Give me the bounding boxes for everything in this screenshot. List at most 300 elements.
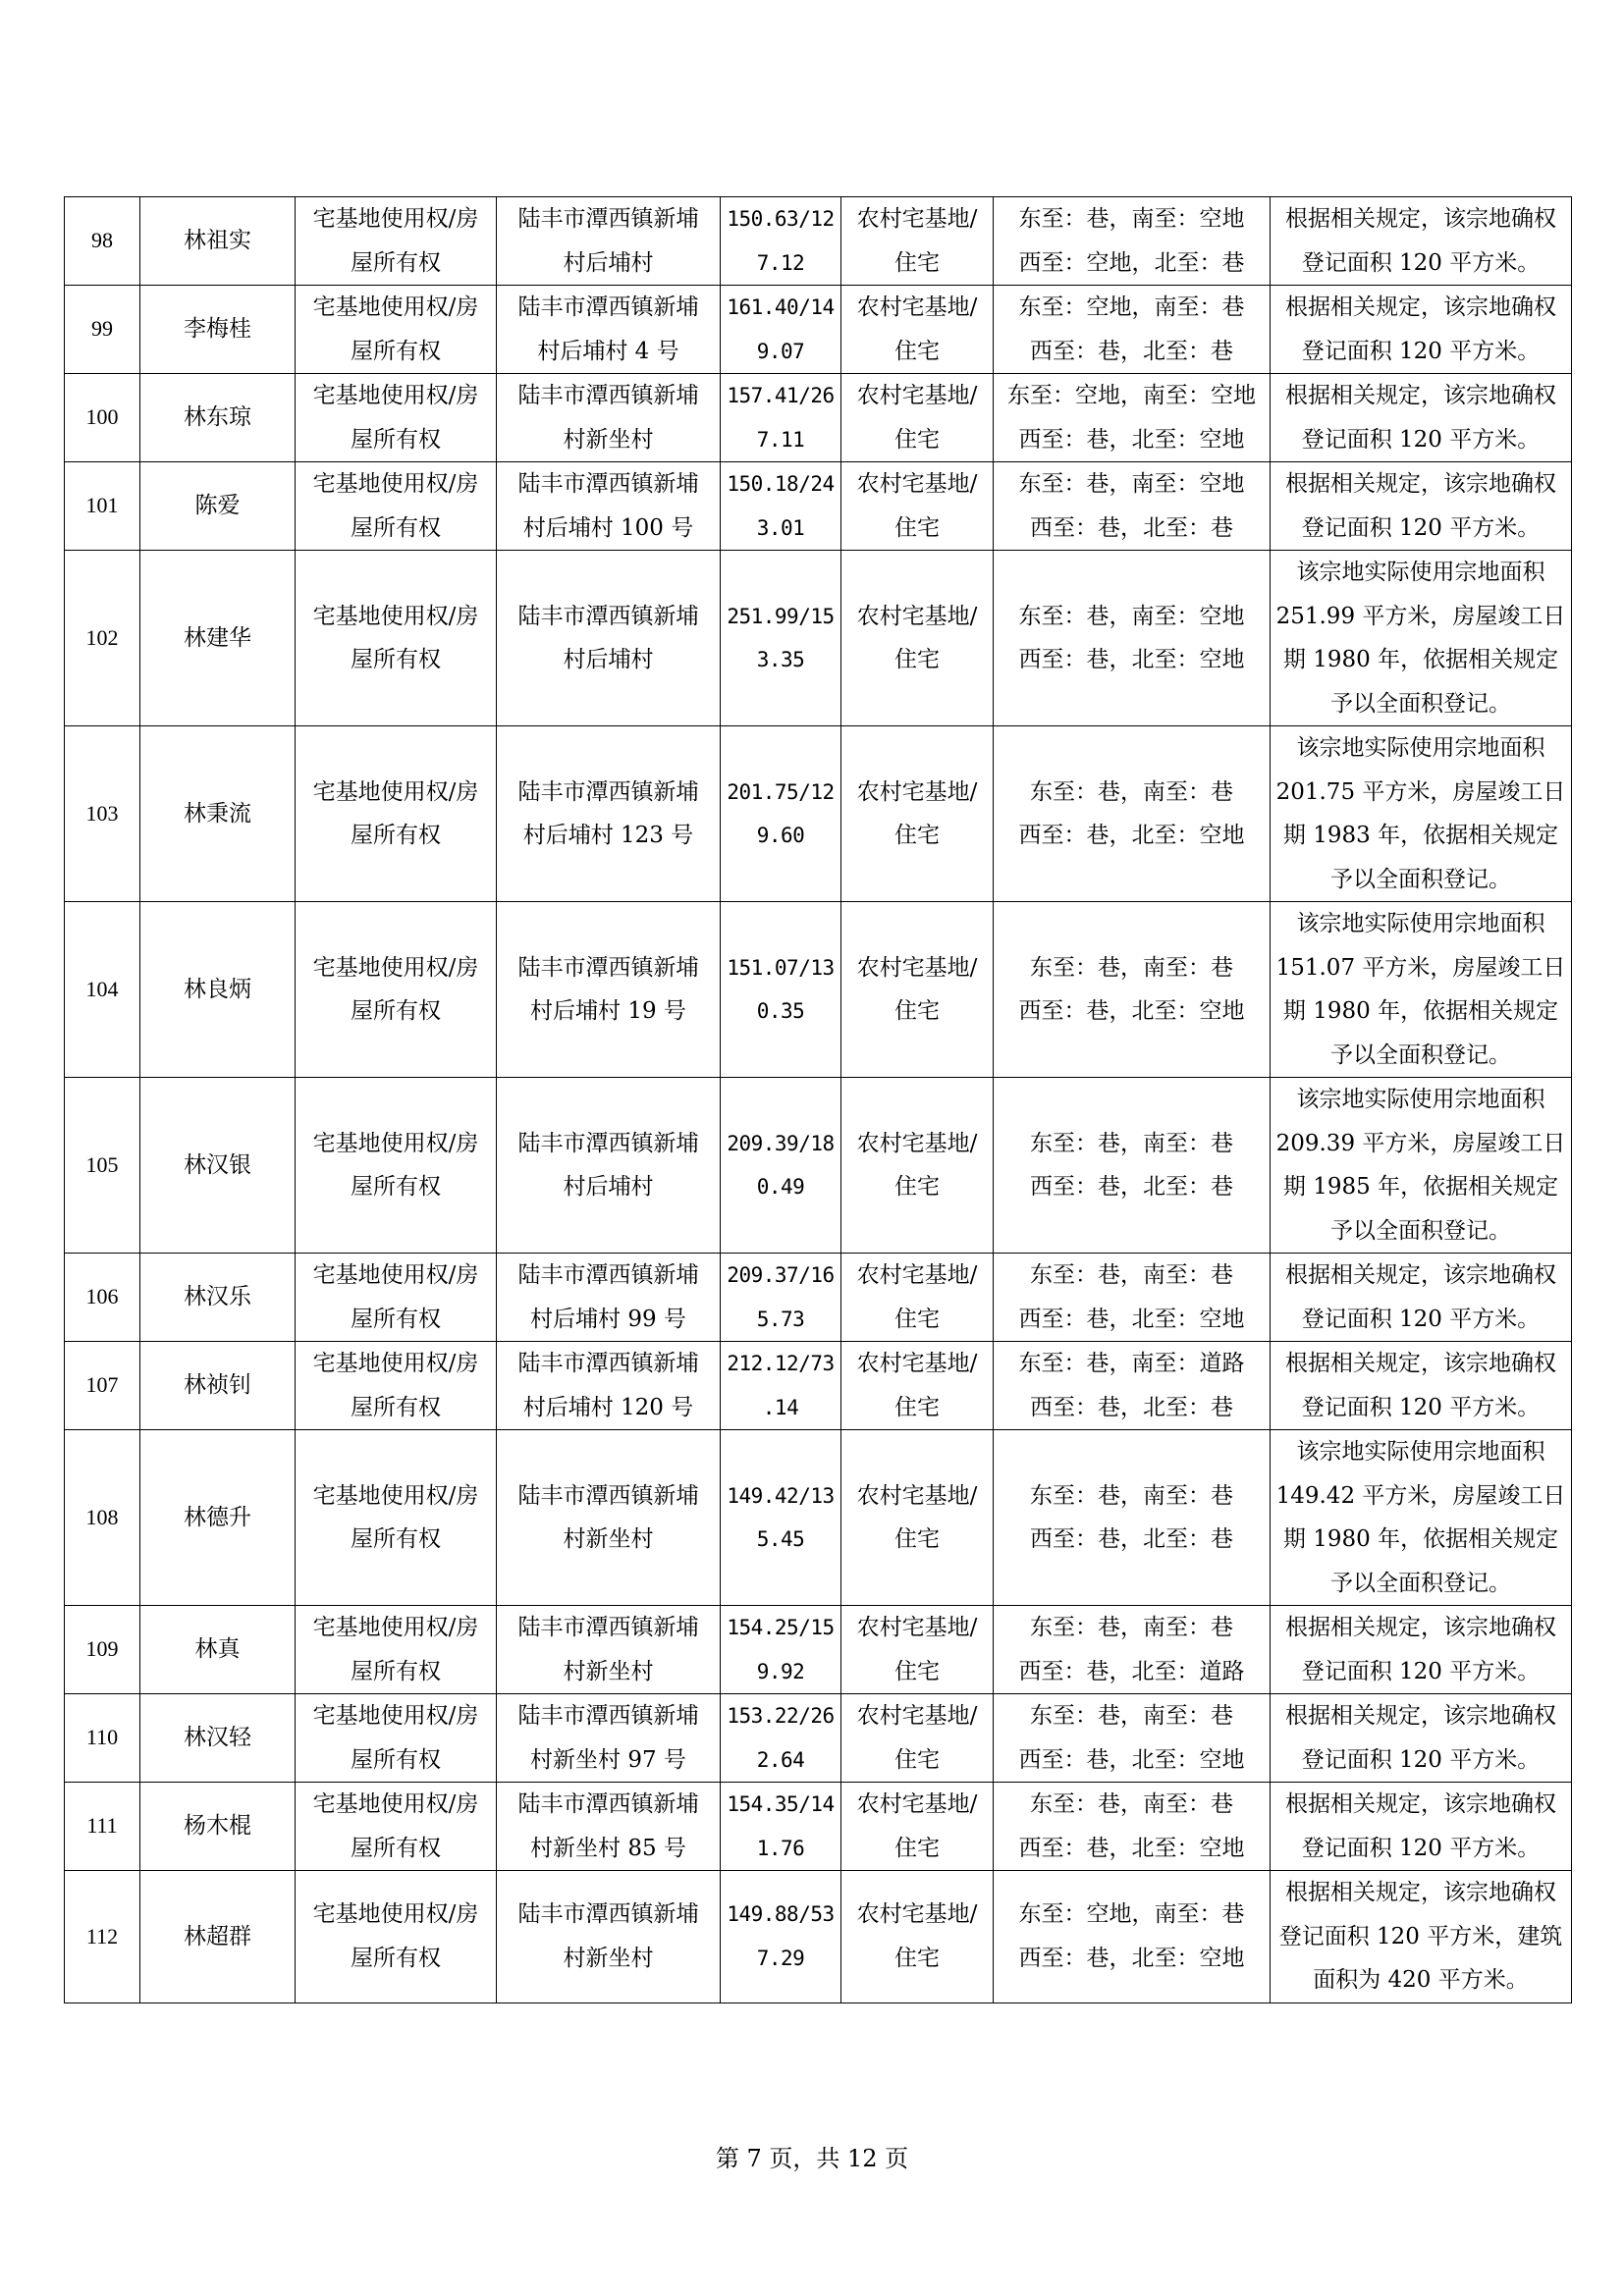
cell-location bbox=[497, 1342, 721, 1430]
cell-remark-line: 该宗地实际使用宗地面积 bbox=[1296, 911, 1545, 936]
cell-number: 99 bbox=[65, 286, 140, 374]
cell-remark-line: 根据相关规定，该宗地确权 bbox=[1285, 1791, 1556, 1817]
cell-usage bbox=[841, 1694, 994, 1783]
cell-usage bbox=[841, 1078, 994, 1254]
cell-right-type-line: 宅基地使用权/房 bbox=[312, 206, 479, 232]
cell-number: 100 bbox=[65, 374, 140, 462]
cell-remark-line: 期 1980 年，依据相关规定 bbox=[1282, 1526, 1559, 1552]
cell-usage bbox=[841, 1342, 994, 1430]
cell-usage bbox=[841, 726, 994, 902]
cell-area bbox=[721, 1606, 841, 1694]
cell-right-type-line: 宅基地使用权/房 bbox=[312, 383, 479, 408]
cell-right-type bbox=[296, 1871, 497, 2003]
cell-location-line: 陆丰市潭西镇新埔 bbox=[517, 383, 699, 408]
cell-area-line: 154.35/14 bbox=[727, 1792, 835, 1816]
cell-usage-line: 住宅 bbox=[894, 338, 940, 364]
cell-location-line: 陆丰市潭西镇新埔 bbox=[517, 603, 699, 629]
cell-remark-line: 登记面积 120 平方米。 bbox=[1301, 1835, 1541, 1861]
cell-area bbox=[721, 902, 841, 1078]
cell-number: 105 bbox=[65, 1078, 140, 1254]
cell-number: 106 bbox=[65, 1254, 140, 1342]
cell-area-line: 3.01 bbox=[756, 515, 805, 540]
cell-boundary-line: 东至：巷，南至：巷 bbox=[1030, 778, 1233, 805]
cell-right-type-line: 屋所有权 bbox=[351, 1746, 441, 1773]
cell-area bbox=[721, 462, 841, 551]
cell-usage-line: 住宅 bbox=[894, 426, 940, 453]
cell-remark-line: 期 1985 年，依据相关规定 bbox=[1282, 1174, 1559, 1200]
cell-usage-line: 农村宅基地/ bbox=[856, 1130, 978, 1156]
cell-area-line: 153.22/26 bbox=[727, 1704, 835, 1728]
cell-right-type bbox=[296, 1783, 497, 1871]
cell-usage bbox=[841, 286, 994, 374]
cell-right-type bbox=[296, 1254, 497, 1342]
cell-remark-line: 根据相关规定，该宗地确权 bbox=[1285, 206, 1556, 232]
cell-number: 103 bbox=[65, 726, 140, 902]
cell-usage-line: 住宅 bbox=[894, 249, 940, 276]
table-row bbox=[65, 1871, 1572, 2003]
cell-area bbox=[721, 1871, 841, 2003]
cell-remark bbox=[1271, 551, 1572, 726]
cell-location bbox=[497, 374, 721, 462]
cell-right-type bbox=[296, 1694, 497, 1783]
cell-location bbox=[497, 1254, 721, 1342]
cell-boundary bbox=[994, 726, 1271, 902]
cell-right-type-line: 宅基地使用权/房 bbox=[312, 1615, 479, 1640]
table-row bbox=[65, 902, 1572, 1078]
cell-remark bbox=[1271, 1606, 1572, 1694]
cell-location bbox=[497, 1430, 721, 1606]
cell-area-line: 2.64 bbox=[756, 1747, 805, 1772]
cell-boundary-line: 西至：巷，北至：巷 bbox=[1030, 514, 1233, 541]
cell-right-type-line: 宅基地使用权/房 bbox=[312, 1262, 479, 1288]
cell-boundary bbox=[994, 1606, 1271, 1694]
cell-remark-line: 该宗地实际使用宗地面积 bbox=[1296, 735, 1545, 761]
cell-area-line: 212.12/73 bbox=[727, 1352, 835, 1375]
table-row bbox=[65, 1342, 1572, 1430]
cell-boundary-line: 东至：巷，南至：空地 bbox=[1018, 603, 1245, 629]
table-row bbox=[65, 1254, 1572, 1342]
cell-number: 104 bbox=[65, 902, 140, 1078]
cell-remark bbox=[1271, 1342, 1572, 1430]
cell-remark-line: 根据相关规定，该宗地确权 bbox=[1285, 294, 1556, 320]
cell-boundary-line: 西至：巷，北至：空地 bbox=[1018, 647, 1245, 672]
cell-number: 102 bbox=[65, 551, 140, 726]
cell-location bbox=[497, 902, 721, 1078]
cell-owner-name: 林汉银 bbox=[140, 1078, 296, 1254]
cell-boundary-line: 东至：巷，南至：巷 bbox=[1030, 1703, 1233, 1729]
cell-remark-line: 予以全面积登记。 bbox=[1330, 690, 1511, 717]
cell-location bbox=[497, 1078, 721, 1254]
cell-usage-line: 农村宅基地/ bbox=[856, 206, 978, 232]
cell-location-line: 陆丰市潭西镇新埔 bbox=[517, 1130, 699, 1156]
cell-usage bbox=[841, 1606, 994, 1694]
cell-number: 111 bbox=[65, 1783, 140, 1871]
cell-right-type-line: 屋所有权 bbox=[351, 249, 441, 276]
cell-usage-line: 农村宅基地/ bbox=[856, 1901, 978, 1928]
cell-boundary bbox=[994, 1783, 1271, 1871]
cell-location-line: 村新坐村 bbox=[563, 426, 654, 453]
cell-area bbox=[721, 1694, 841, 1783]
table-row bbox=[65, 1078, 1572, 1254]
cell-right-type-line: 屋所有权 bbox=[351, 514, 441, 541]
cell-area-line: 149.88/53 bbox=[727, 1902, 835, 1927]
cell-location-line: 村后埔村 4 号 bbox=[537, 338, 679, 364]
cell-right-type-line: 屋所有权 bbox=[351, 1394, 441, 1420]
cell-location-line: 村后埔村 bbox=[563, 1174, 654, 1200]
cell-boundary-line: 西至：巷，北至：空地 bbox=[1018, 1746, 1245, 1773]
cell-remark-line: 登记面积 120 平方米。 bbox=[1301, 1306, 1541, 1332]
cell-remark-line: 根据相关规定，该宗地确权 bbox=[1285, 1703, 1556, 1729]
cell-owner-name: 林真 bbox=[140, 1606, 296, 1694]
cell-location bbox=[497, 197, 721, 286]
cell-area-line: 150.63/12 bbox=[727, 207, 835, 231]
cell-usage bbox=[841, 1430, 994, 1606]
cell-location-line: 村新坐村 bbox=[563, 1658, 654, 1684]
cell-location-line: 陆丰市潭西镇新埔 bbox=[517, 1615, 699, 1640]
cell-right-type-line: 宅基地使用权/房 bbox=[312, 954, 479, 981]
cell-location-line: 村后埔村 123 号 bbox=[522, 823, 694, 848]
cell-remark-line: 期 1980 年，依据相关规定 bbox=[1282, 647, 1559, 672]
cell-owner-name: 林德升 bbox=[140, 1430, 296, 1606]
cell-area-line: 0.49 bbox=[756, 1175, 805, 1199]
cell-remark bbox=[1271, 902, 1572, 1078]
cell-location-line: 村后埔村 bbox=[563, 249, 654, 276]
cell-remark-line: 209.39 平方米，房屋竣工日 bbox=[1275, 1130, 1566, 1156]
cell-area-line: 157.41/26 bbox=[727, 384, 835, 407]
cell-remark-line: 登记面积 120 平方米。 bbox=[1301, 338, 1541, 364]
cell-remark bbox=[1271, 1783, 1572, 1871]
cell-number: 112 bbox=[65, 1871, 140, 2003]
cell-boundary bbox=[994, 462, 1271, 551]
cell-remark-line: 登记面积 120 平方米。 bbox=[1301, 249, 1541, 276]
cell-owner-name: 李梅桂 bbox=[140, 286, 296, 374]
cell-owner-name: 林超群 bbox=[140, 1871, 296, 2003]
cell-location-line: 陆丰市潭西镇新埔 bbox=[517, 1351, 699, 1376]
cell-area-line: 7.12 bbox=[756, 250, 805, 275]
cell-right-type-line: 宅基地使用权/房 bbox=[312, 294, 479, 320]
cell-usage-line: 农村宅基地/ bbox=[856, 778, 978, 805]
cell-area-line: 1.76 bbox=[756, 1836, 805, 1860]
cell-boundary-line: 东至：巷，南至：巷 bbox=[1030, 1262, 1233, 1288]
cell-remark-line: 149.42 平方米，房屋竣工日 bbox=[1275, 1482, 1566, 1509]
cell-remark-line: 登记面积 120 平方米。 bbox=[1301, 1658, 1541, 1684]
cell-right-type-line: 宅基地使用权/房 bbox=[312, 1703, 479, 1729]
cell-location-line: 陆丰市潭西镇新埔 bbox=[517, 1901, 699, 1928]
cell-location-line: 村新坐村 bbox=[563, 1526, 654, 1552]
cell-remark-line: 该宗地实际使用宗地面积 bbox=[1296, 1087, 1545, 1112]
cell-right-type bbox=[296, 1078, 497, 1254]
cell-remark bbox=[1271, 374, 1572, 462]
cell-area-line: 5.45 bbox=[756, 1527, 805, 1551]
cell-boundary-line: 东至：巷，南至：巷 bbox=[1030, 1791, 1233, 1817]
cell-boundary bbox=[994, 1430, 1271, 1606]
cell-usage bbox=[841, 902, 994, 1078]
cell-boundary-line: 东至：空地，南至：巷 bbox=[1018, 294, 1245, 320]
cell-area-line: 7.29 bbox=[756, 1946, 805, 1970]
cell-remark-line: 登记面积 120 平方米。 bbox=[1301, 514, 1541, 541]
cell-remark-line: 该宗地实际使用宗地面积 bbox=[1296, 1439, 1545, 1465]
cell-boundary bbox=[994, 902, 1271, 1078]
cell-area-line: 161.40/14 bbox=[727, 295, 835, 319]
cell-right-type-line: 宅基地使用权/房 bbox=[312, 1482, 479, 1509]
cell-boundary-line: 东至：巷，南至：空地 bbox=[1018, 206, 1245, 232]
cell-location-line: 村后埔村 19 号 bbox=[530, 998, 686, 1024]
cell-area bbox=[721, 551, 841, 726]
cell-remark-line: 予以全面积登记。 bbox=[1330, 1041, 1511, 1068]
cell-right-type-line: 宅基地使用权/房 bbox=[312, 778, 479, 805]
cell-usage bbox=[841, 1871, 994, 2003]
cell-area bbox=[721, 286, 841, 374]
cell-remark bbox=[1271, 726, 1572, 902]
cell-remark-line: 登记面积 120 平方米。 bbox=[1301, 426, 1541, 453]
cell-remark bbox=[1271, 1430, 1572, 1606]
cell-usage-line: 农村宅基地/ bbox=[856, 294, 978, 320]
cell-location bbox=[497, 726, 721, 902]
cell-right-type bbox=[296, 551, 497, 726]
cell-owner-name: 林祖实 bbox=[140, 197, 296, 286]
cell-remark-line: 期 1983 年，依据相关规定 bbox=[1282, 823, 1559, 848]
cell-location-line: 陆丰市潭西镇新埔 bbox=[517, 294, 699, 320]
cell-boundary bbox=[994, 1871, 1271, 2003]
cell-remark bbox=[1271, 1694, 1572, 1783]
cell-right-type-line: 屋所有权 bbox=[351, 1835, 441, 1861]
table-row bbox=[65, 551, 1572, 726]
cell-right-type-line: 屋所有权 bbox=[351, 998, 441, 1024]
cell-location-line: 陆丰市潭西镇新埔 bbox=[517, 778, 699, 805]
cell-usage-line: 农村宅基地/ bbox=[856, 1351, 978, 1376]
cell-right-type-line: 屋所有权 bbox=[351, 1526, 441, 1552]
cell-right-type-line: 屋所有权 bbox=[351, 823, 441, 848]
cell-location-line: 村后埔村 bbox=[563, 647, 654, 672]
cell-usage-line: 农村宅基地/ bbox=[856, 603, 978, 629]
cell-number: 110 bbox=[65, 1694, 140, 1783]
cell-right-type bbox=[296, 374, 497, 462]
cell-location bbox=[497, 1783, 721, 1871]
cell-right-type-line: 宅基地使用权/房 bbox=[312, 471, 479, 497]
cell-right-type-line: 屋所有权 bbox=[351, 647, 441, 672]
cell-boundary-line: 东至：巷，南至：巷 bbox=[1030, 1482, 1233, 1509]
cell-remark-line: 251.99 平方米，房屋竣工日 bbox=[1275, 603, 1566, 629]
cell-owner-name: 林汉轻 bbox=[140, 1694, 296, 1783]
cell-number: 98 bbox=[65, 197, 140, 286]
cell-boundary-line: 西至：巷，北至：空地 bbox=[1018, 1835, 1245, 1861]
cell-location-line: 陆丰市潭西镇新埔 bbox=[517, 954, 699, 981]
cell-right-type bbox=[296, 1606, 497, 1694]
cell-usage-line: 农村宅基地/ bbox=[856, 471, 978, 497]
cell-usage-line: 住宅 bbox=[894, 1394, 940, 1420]
cell-boundary bbox=[994, 1694, 1271, 1783]
cell-remark-line: 根据相关规定，该宗地确权 bbox=[1285, 383, 1556, 408]
cell-usage-line: 住宅 bbox=[894, 1174, 940, 1200]
cell-area bbox=[721, 1430, 841, 1606]
table-row bbox=[65, 374, 1572, 462]
cell-area-line: 209.37/16 bbox=[727, 1263, 835, 1287]
cell-remark-line: 登记面积 120 平方米。 bbox=[1301, 1394, 1541, 1420]
cell-location bbox=[497, 1606, 721, 1694]
cell-usage-line: 住宅 bbox=[894, 1658, 940, 1684]
cell-owner-name: 杨木棍 bbox=[140, 1783, 296, 1871]
table-row bbox=[65, 1606, 1572, 1694]
cell-boundary-line: 西至：巷，北至：巷 bbox=[1030, 338, 1233, 364]
cell-usage-line: 住宅 bbox=[894, 1945, 940, 1971]
cell-remark-line: 面积为 420 平方米。 bbox=[1313, 1967, 1529, 1993]
cell-area bbox=[721, 1254, 841, 1342]
cell-remark bbox=[1271, 1254, 1572, 1342]
page-footer: 第 7 页，共 12 页 bbox=[715, 2145, 909, 2172]
cell-boundary-line: 西至：巷，北至：巷 bbox=[1030, 1526, 1233, 1552]
cell-usage bbox=[841, 1254, 994, 1342]
cell-area-line: .14 bbox=[762, 1395, 799, 1419]
cell-boundary-line: 西至：巷，北至：道路 bbox=[1018, 1658, 1245, 1684]
cell-location bbox=[497, 1694, 721, 1783]
cell-right-type-line: 宅基地使用权/房 bbox=[312, 603, 479, 629]
cell-usage-line: 住宅 bbox=[894, 514, 940, 541]
cell-owner-name: 林秉流 bbox=[140, 726, 296, 902]
cell-owner-name: 陈爱 bbox=[140, 462, 296, 551]
cell-location bbox=[497, 462, 721, 551]
table-row bbox=[65, 197, 1572, 286]
cell-area bbox=[721, 726, 841, 902]
cell-right-type-line: 宅基地使用权/房 bbox=[312, 1791, 479, 1817]
cell-remark-line: 201.75 平方米，房屋竣工日 bbox=[1275, 778, 1566, 805]
cell-right-type-line: 屋所有权 bbox=[351, 426, 441, 453]
cell-right-type bbox=[296, 462, 497, 551]
cell-right-type-line: 宅基地使用权/房 bbox=[312, 1901, 479, 1928]
cell-remark-line: 登记面积 120 平方米。 bbox=[1301, 1746, 1541, 1773]
cell-boundary bbox=[994, 1254, 1271, 1342]
cell-location-line: 陆丰市潭西镇新埔 bbox=[517, 471, 699, 497]
cell-owner-name: 林东琼 bbox=[140, 374, 296, 462]
cell-location bbox=[497, 551, 721, 726]
cell-remark-line: 予以全面积登记。 bbox=[1330, 1217, 1511, 1244]
cell-usage-line: 住宅 bbox=[894, 1526, 940, 1552]
cell-area-line: 9.60 bbox=[756, 824, 805, 847]
cell-usage-line: 农村宅基地/ bbox=[856, 383, 978, 408]
cell-usage bbox=[841, 197, 994, 286]
cell-location-line: 陆丰市潭西镇新埔 bbox=[517, 1791, 699, 1817]
cell-boundary bbox=[994, 197, 1271, 286]
cell-right-type-line: 屋所有权 bbox=[351, 1945, 441, 1971]
cell-right-type-line: 宅基地使用权/房 bbox=[312, 1351, 479, 1376]
cell-owner-name: 林建华 bbox=[140, 551, 296, 726]
cell-number: 108 bbox=[65, 1430, 140, 1606]
cell-usage-line: 住宅 bbox=[894, 998, 940, 1024]
cell-area-line: 154.25/15 bbox=[727, 1616, 835, 1639]
cell-boundary-line: 西至：巷，北至：空地 bbox=[1018, 1306, 1245, 1332]
cell-boundary-line: 东至：巷，南至：道路 bbox=[1018, 1351, 1245, 1376]
cell-boundary-line: 西至：巷，北至：空地 bbox=[1018, 998, 1245, 1024]
cell-area bbox=[721, 197, 841, 286]
cell-right-type bbox=[296, 1430, 497, 1606]
cell-remark bbox=[1271, 286, 1572, 374]
cell-location bbox=[497, 286, 721, 374]
cell-usage-line: 农村宅基地/ bbox=[856, 1482, 978, 1509]
cell-location-line: 村新坐村 97 号 bbox=[530, 1746, 686, 1773]
cell-location-line: 村后埔村 100 号 bbox=[522, 514, 694, 541]
cell-area bbox=[721, 1342, 841, 1430]
cell-usage-line: 农村宅基地/ bbox=[856, 954, 978, 981]
cell-location-line: 村后埔村 120 号 bbox=[522, 1394, 694, 1420]
cell-area-line: 3.35 bbox=[756, 648, 805, 671]
cell-location-line: 村后埔村 99 号 bbox=[530, 1306, 686, 1332]
cell-remark bbox=[1271, 1871, 1572, 2003]
cell-usage-line: 住宅 bbox=[894, 1835, 940, 1861]
cell-boundary bbox=[994, 1342, 1271, 1430]
cell-location-line: 陆丰市潭西镇新埔 bbox=[517, 206, 699, 232]
cell-location-line: 陆丰市潭西镇新埔 bbox=[517, 1482, 699, 1509]
cell-boundary bbox=[994, 286, 1271, 374]
cell-owner-name: 林良炳 bbox=[140, 902, 296, 1078]
cell-usage-line: 农村宅基地/ bbox=[856, 1615, 978, 1640]
cell-boundary-line: 东至：巷，南至：巷 bbox=[1030, 1130, 1233, 1156]
cell-area-line: 149.42/13 bbox=[727, 1483, 835, 1508]
cell-remark-line: 根据相关规定，该宗地确权 bbox=[1285, 1262, 1556, 1288]
cell-boundary-line: 东至：巷，南至：空地 bbox=[1018, 471, 1245, 497]
cell-usage bbox=[841, 551, 994, 726]
cell-remark-line: 根据相关规定，该宗地确权 bbox=[1285, 471, 1556, 497]
cell-area-line: 150.18/24 bbox=[727, 472, 835, 496]
cell-boundary-line: 东至：巷，南至：巷 bbox=[1030, 1615, 1233, 1640]
cell-remark-line: 予以全面积登记。 bbox=[1330, 866, 1511, 892]
land-registration-table bbox=[64, 196, 1572, 2003]
table-row bbox=[65, 726, 1572, 902]
cell-number: 109 bbox=[65, 1606, 140, 1694]
cell-usage bbox=[841, 374, 994, 462]
table-row bbox=[65, 1694, 1572, 1783]
cell-right-type bbox=[296, 902, 497, 1078]
cell-right-type bbox=[296, 286, 497, 374]
cell-boundary-line: 西至：巷，北至：巷 bbox=[1030, 1394, 1233, 1420]
cell-boundary bbox=[994, 374, 1271, 462]
cell-remark bbox=[1271, 197, 1572, 286]
cell-usage bbox=[841, 462, 994, 551]
cell-usage-line: 农村宅基地/ bbox=[856, 1262, 978, 1288]
cell-usage-line: 住宅 bbox=[894, 1306, 940, 1332]
cell-right-type-line: 宅基地使用权/房 bbox=[312, 1130, 479, 1156]
cell-right-type-line: 屋所有权 bbox=[351, 1658, 441, 1684]
cell-area bbox=[721, 1078, 841, 1254]
cell-location-line: 村新坐村 85 号 bbox=[530, 1835, 686, 1861]
cell-area bbox=[721, 374, 841, 462]
cell-remark-line: 151.07 平方米，房屋竣工日 bbox=[1275, 954, 1566, 981]
cell-boundary bbox=[994, 1078, 1271, 1254]
cell-location-line: 陆丰市潭西镇新埔 bbox=[517, 1262, 699, 1288]
cell-remark-line: 登记面积 120 平方米，建筑 bbox=[1278, 1923, 1563, 1949]
cell-remark-line: 根据相关规定，该宗地确权 bbox=[1285, 1351, 1556, 1376]
cell-right-type bbox=[296, 726, 497, 902]
cell-location-line: 村新坐村 bbox=[563, 1945, 654, 1971]
cell-usage-line: 住宅 bbox=[894, 1746, 940, 1773]
cell-boundary-line: 东至：空地，南至：空地 bbox=[1007, 383, 1256, 408]
cell-boundary-line: 西至：空地，北至：巷 bbox=[1018, 249, 1245, 276]
cell-remark-line: 根据相关规定，该宗地确权 bbox=[1285, 1615, 1556, 1640]
cell-area-line: 9.92 bbox=[756, 1659, 805, 1683]
cell-area-line: 9.07 bbox=[756, 339, 805, 363]
cell-number: 107 bbox=[65, 1342, 140, 1430]
cell-right-type-line: 屋所有权 bbox=[351, 1174, 441, 1200]
cell-remark-line: 该宗地实际使用宗地面积 bbox=[1296, 560, 1545, 585]
cell-right-type-line: 屋所有权 bbox=[351, 338, 441, 364]
cell-usage bbox=[841, 1783, 994, 1871]
cell-area-line: 5.73 bbox=[756, 1307, 805, 1331]
cell-usage-line: 住宅 bbox=[894, 823, 940, 848]
cell-boundary bbox=[994, 551, 1271, 726]
table-body bbox=[65, 197, 1572, 2003]
cell-area-line: 201.75/12 bbox=[727, 779, 835, 804]
cell-right-type-line: 屋所有权 bbox=[351, 1306, 441, 1332]
cell-usage-line: 农村宅基地/ bbox=[856, 1791, 978, 1817]
cell-area-line: 209.39/18 bbox=[727, 1131, 835, 1155]
